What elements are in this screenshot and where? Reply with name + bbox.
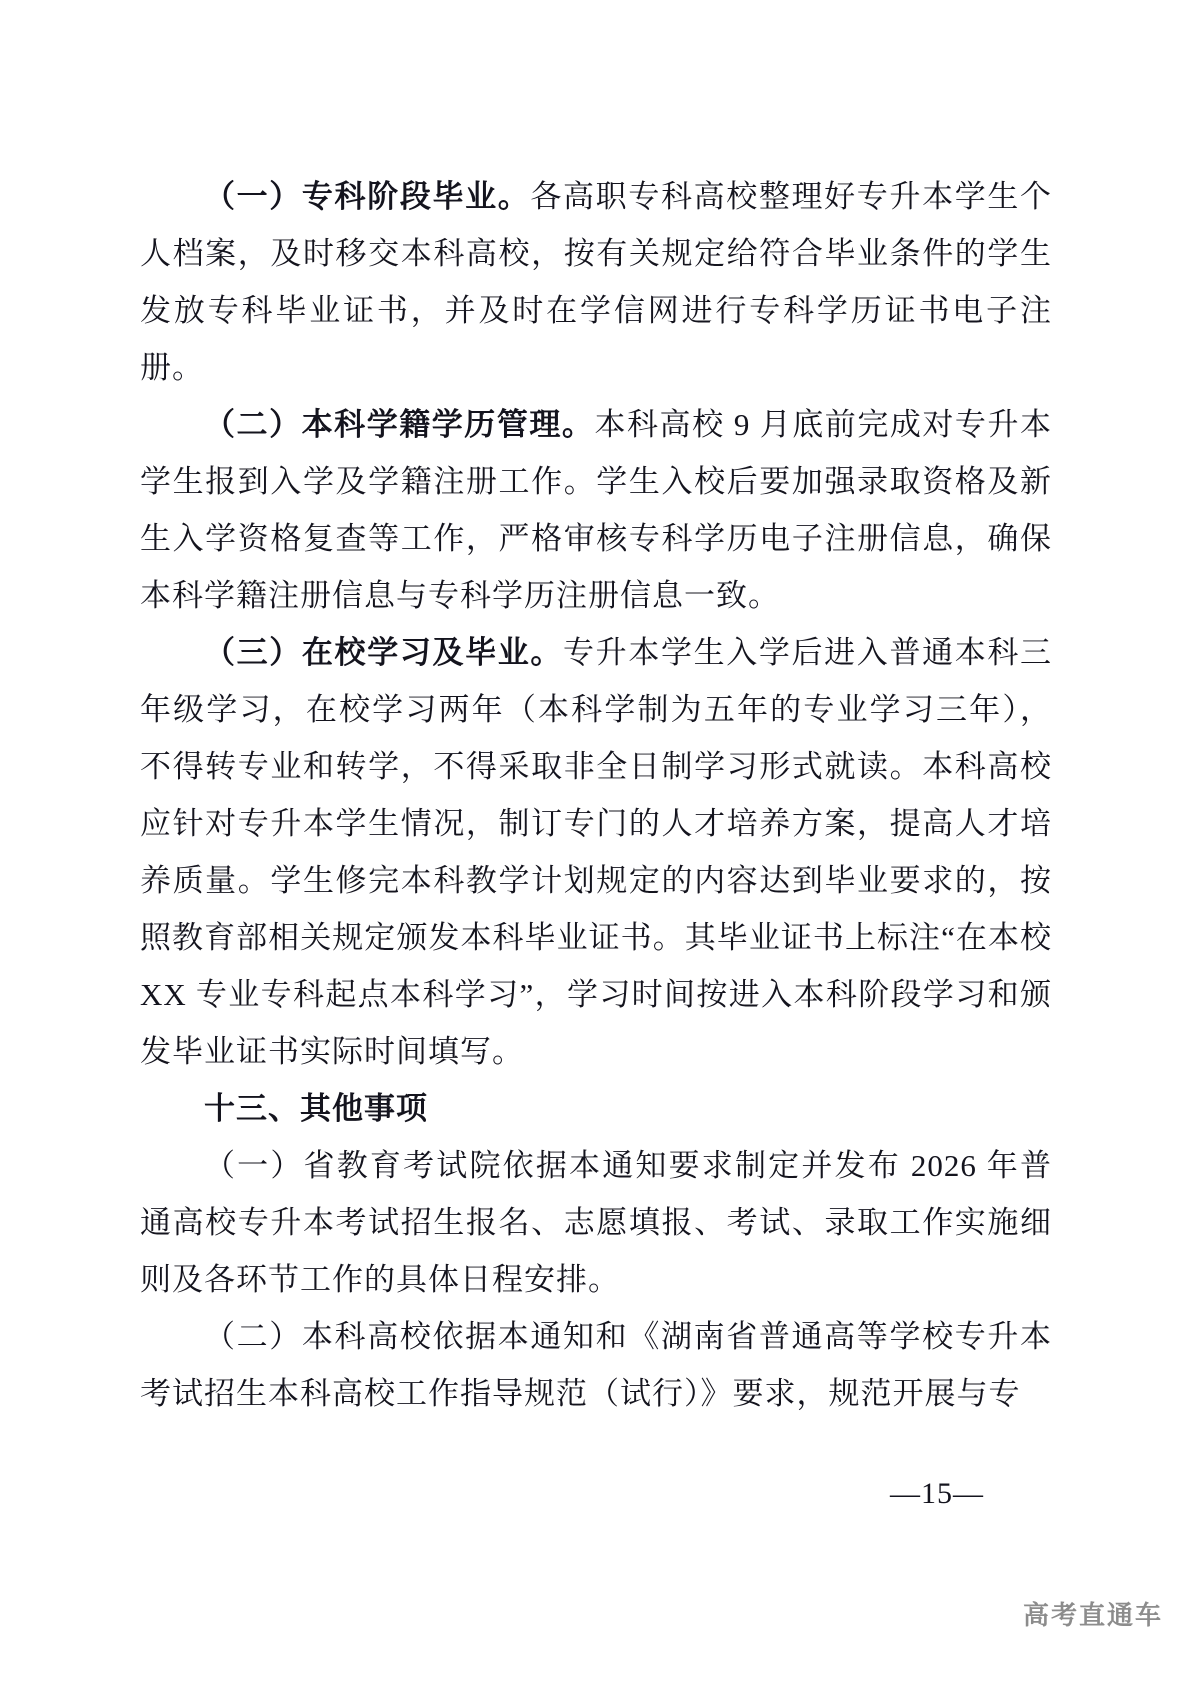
paragraph-4-body: （一）省教育考试院依据本通知要求制定并发布 2026 年普通高校专升本考试招生报名、志愿填报、考试、录取工作实施细则及各环节工作的具体日程安排。 <box>140 1148 1052 1297</box>
paragraph-1-body: 各高职专科高校整理好专升本学生个人档案，及时移交本科高校，按有关规定给符合毕业条件的学生发放专科毕业证书，并及时在学信网进行专科学历证书电子注册。 <box>140 179 1053 385</box>
paragraph-5-body: （二）本科高校依据本通知和《湖南省普通高等学校专升本考试招生本科高校工作指导规范（试行）》要求，规范开展与专 <box>140 1319 1052 1411</box>
paragraph-2-lead: （二）本科学籍学历管理。 <box>204 407 595 442</box>
watermark-gaokao-express: 高考直通车 <box>1022 1600 1163 1630</box>
paragraph-undergrad-college-standard <box>140 1308 1052 1422</box>
paragraph-2-body: 本科高校 9 月底前完成对专升本学生报到入学及学籍注册工作。学生入校后要加强录取资格及新生入学资格复查等工作，严格审核专科学历电子注册信息，确保本科学籍注册信息与专科学历注册信息一致。 <box>140 407 1053 613</box>
paragraph-3-body: 专升本学生入学后进入普通本科三年级学习，在校学习两年（本科学制为五年的专业学习三年），不得转专业和转学，不得采取非全日制学习形式就读。本科高校应针对专升本学生情况，制订专门的人才培养方案，提高人才培养质量。学生修完本科教学计划规定的内容达到毕业要求的，按照教育部相关规定颁发本科毕业证书。其毕业证书上标注“在本校 XX 专业专科起点本科学习”，学习时间按进入本科阶段学习和颁发毕业证书实际时间填写。 <box>140 635 1053 1069</box>
paragraph-provincial-exam-institute <box>140 1137 1052 1308</box>
document-content <box>140 168 1052 1514</box>
section-heading-other-matters: 十三、其他事项 <box>204 1091 428 1126</box>
paragraph-undergrad-status-management <box>140 396 1052 624</box>
page-number: —15— <box>890 1477 984 1510</box>
paragraph-graduation-junior-college <box>140 168 1052 396</box>
paragraph-3-lead: （三）在校学习及毕业。 <box>204 635 564 670</box>
paragraph-study-and-graduation <box>140 624 1052 1080</box>
paragraph-1-lead: （一）专科阶段毕业。 <box>204 179 531 214</box>
